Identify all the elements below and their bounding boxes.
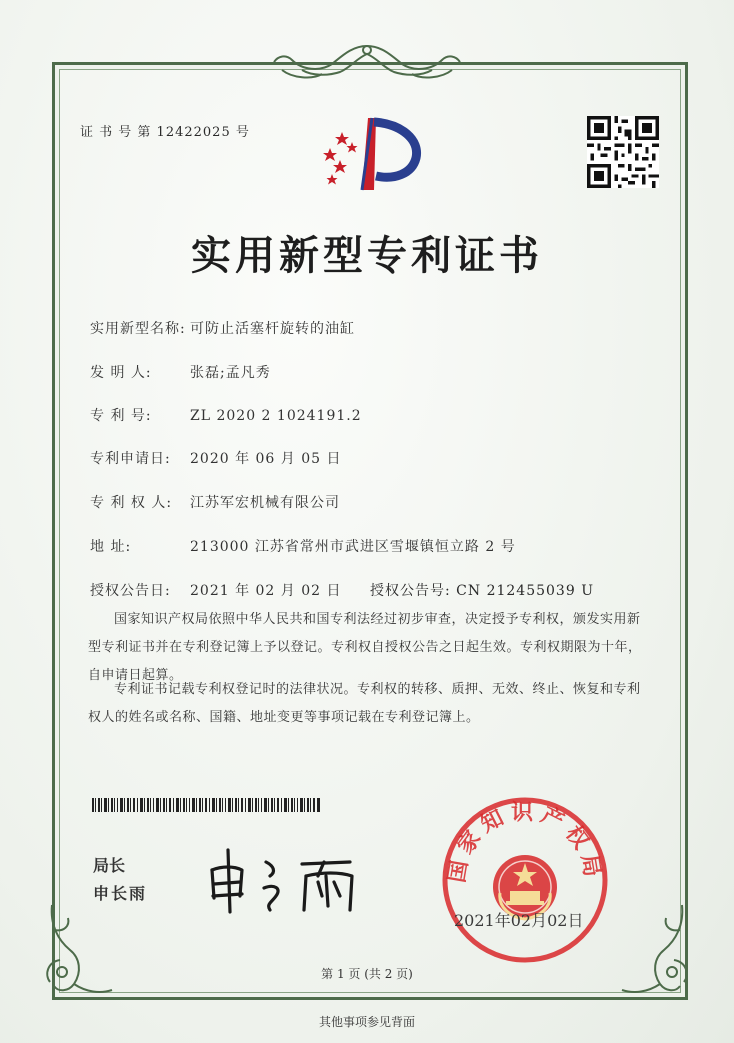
qr-code-icon	[587, 116, 659, 188]
grant-publication-number-row	[370, 580, 594, 600]
certificate-number	[80, 121, 250, 140]
certificate-title: 实用新型专利证书	[191, 232, 543, 279]
utility-model-name-value: 可防止活塞杆旋转的油缸	[190, 321, 355, 337]
patent-number-label: 专 利 号:	[90, 408, 152, 424]
signatory-name: 申长雨	[93, 884, 148, 903]
filing-date-label: 专利申请日:	[90, 451, 171, 467]
patentee-label: 专 利 权 人:	[90, 495, 173, 511]
grant-date-row	[90, 580, 342, 600]
seal-date: 2021年02月02日	[454, 911, 584, 930]
utility-model-name-label: 实用新型名称:	[90, 321, 186, 337]
top-ornament-icon	[262, 40, 472, 84]
signatory-role: 局长	[93, 856, 126, 875]
seal-text: 国家知识产权局	[443, 799, 607, 885]
inventor-value: 张磊;孟凡秀	[190, 365, 271, 381]
filing-date-row	[90, 448, 342, 468]
handwritten-signature-icon	[200, 840, 380, 920]
page-number: 第 1 页 (共 2 页)	[321, 967, 413, 981]
utility-model-name-row	[90, 318, 355, 338]
address-value: 213000 江苏省常州市武进区雪堰镇恒立路 2 号	[190, 539, 516, 555]
corner-ornament-right-icon	[614, 900, 694, 1000]
filing-date-value: 2020 年 06 月 05 日	[190, 451, 342, 467]
see-reverse-note: 其他事项参见背面	[318, 1015, 415, 1029]
grant-date-label: 授权公告日:	[90, 583, 171, 599]
certificate-number-label: 证 书 号 第	[80, 125, 152, 140]
grant-publication-number-value: CN 212455039 U	[456, 583, 594, 599]
corner-ornament-left-icon	[40, 900, 120, 1000]
barcode-icon	[92, 798, 320, 812]
address-label: 地 址:	[90, 539, 132, 555]
patentee-row	[90, 492, 340, 512]
grant-publication-number-label: 授权公告号:	[370, 583, 451, 599]
patent-number-value: ZL 2020 2 1024191.2	[190, 408, 362, 424]
patentee-value: 江苏军宏机械有限公司	[190, 495, 340, 511]
patent-number-row	[90, 405, 362, 425]
cnipa-logo-icon	[312, 112, 428, 196]
inventor-label: 发 明 人:	[90, 365, 152, 381]
grant-date-value: 2021 年 02 月 02 日	[190, 583, 342, 599]
official-seal-icon	[440, 795, 610, 965]
legal-status-paragraph: 专利证书记载专利权登记时的法律状况。专利权的转移、质押、无效、终止、恢复和专利权人的姓名或名称、国籍、地址变更等事项记载在专利登记簿上。	[88, 682, 641, 725]
certificate-number-suffix: 号	[235, 125, 250, 140]
inventor-row	[90, 362, 271, 382]
certificate-number-value: 12422025	[156, 125, 231, 140]
grant-statement-paragraph: 国家知识产权局依照中华人民共和国专利法经过初步审查，决定授予专利权，颁发实用新型专利证书并在专利登记簿上予以登记。专利权自授权公告之日起生效。专利权期限为十年，自申请日起算。	[88, 612, 642, 683]
address-row	[90, 536, 516, 556]
